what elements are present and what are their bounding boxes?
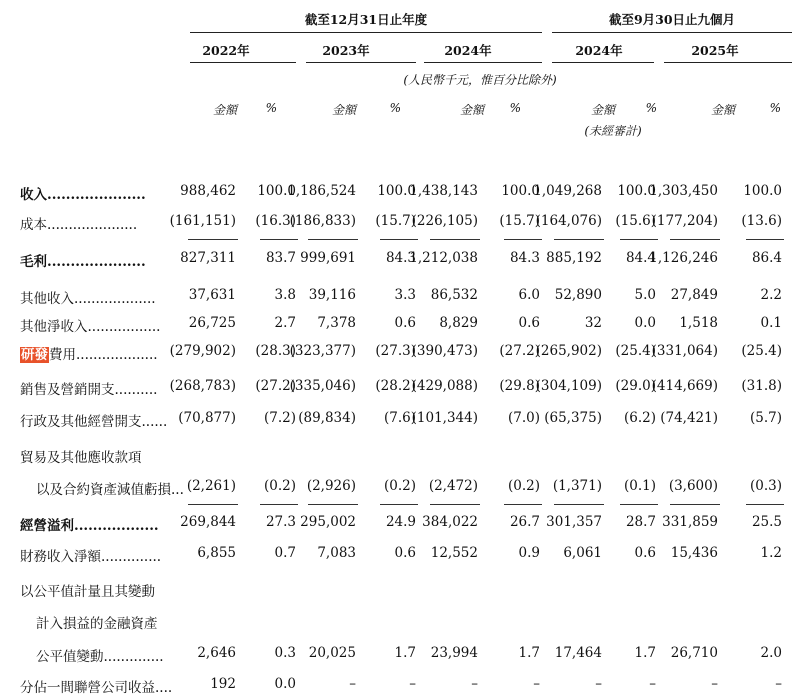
cell-value: – [649,676,656,692]
cell-value: (2,261) [186,478,236,494]
cell-value: (7.0) [507,410,540,426]
cell-value: (7.6) [383,410,416,426]
cell-value: (27.2) [255,378,296,394]
cell-value: 1.7 [518,645,540,661]
cell-value: (25.4) [741,343,782,359]
cell-value: (414,669) [651,378,718,394]
year-header: 2025年 [691,43,739,58]
cell-value: 827,311 [180,250,236,266]
cell-value: (0.2) [507,478,540,494]
cell-value: 0.6 [394,545,416,561]
column-percent-header: % [265,101,277,115]
unit-note: (人民幣千元，惟百分比除外) [403,73,557,87]
cell-value: 28.7 [625,514,656,530]
row-label-text: 收入 [20,187,47,203]
row-label [36,612,158,632]
cell-value: 26,725 [188,315,236,331]
cell-value: 1.7 [394,645,416,661]
cell-value: 83.7 [265,250,296,266]
cell-value: (0.3) [749,478,782,494]
cell-underline [670,504,720,505]
cell-value: (304,109) [535,378,602,394]
row-label [20,183,146,203]
cell-value: (268,783) [169,378,236,394]
cell-value: 295,002 [300,514,356,530]
row-label [20,250,146,270]
cell-value: 32 [584,315,602,331]
cell-value: 0.0 [274,676,296,692]
cell-value: 1,303,450 [649,183,718,199]
cell-value: 100.0 [501,183,540,199]
cell-value: (0.2) [383,478,416,494]
cell-value: 7,378 [317,315,356,331]
cell-value: (29.0) [615,378,656,394]
leader-dots: ..................... [47,217,138,233]
cell-value: (28.2) [375,378,416,394]
cell-value: (186,833) [289,213,356,229]
cell-value: 6,855 [197,545,236,561]
year-header: 2024年 [444,43,492,58]
cell-underline [620,239,658,240]
cell-value: – [349,676,356,692]
leader-dots: ..................... [47,254,146,270]
cell-value: (265,902) [535,343,602,359]
cell-value: – [711,676,718,692]
cell-value: (6.2) [623,410,656,426]
cell-value: 988,462 [180,183,236,199]
year-rule [306,62,416,63]
cell-value: 885,192 [546,250,602,266]
row-label [20,213,137,233]
cell-value: (27.2) [499,343,540,359]
cell-value: (0.1) [623,478,656,494]
cell-value: 1,438,143 [409,183,478,199]
row-label-text: 分佔一間聯營公司收益 [20,680,155,696]
cell-value: 52,890 [554,287,602,303]
cell-value: (13.6) [741,213,782,229]
cell-value: 8,829 [439,315,478,331]
cell-value: 0.6 [634,545,656,561]
cell-underline [308,239,358,240]
cell-underline [308,504,358,505]
row-label [20,378,157,398]
cell-value: 84.3 [385,250,416,266]
cell-value: (2,926) [306,478,356,494]
cell-value: 1.7 [634,645,656,661]
cell-value: (226,105) [411,213,478,229]
cell-value: (70,877) [178,410,236,426]
cell-value: (331,064) [651,343,718,359]
cell-underline [260,239,298,240]
cell-value: – [775,676,782,692]
cell-value: 1,126,246 [649,250,718,266]
cell-value: (0.2) [263,478,296,494]
cell-value: 27.3 [265,514,296,530]
column-percent-header: % [769,101,781,115]
cell-value: (101,344) [411,410,478,426]
cell-value: 2,646 [197,645,236,661]
row-label [36,645,164,665]
cell-value: (25.4) [615,343,656,359]
cell-value: 6,061 [563,545,602,561]
cell-value: (5.7) [749,410,782,426]
leader-dots: ...... [141,414,168,430]
row-label [20,514,159,534]
cell-value: (89,834) [298,410,356,426]
cell-value: 3.8 [274,287,296,303]
cell-value: 0.7 [274,545,296,561]
row-label-text: 銷售及營銷開支 [20,382,115,398]
cell-value: 39,116 [308,287,356,303]
cell-value: (335,046) [289,378,356,394]
cell-value: 6.0 [518,287,540,303]
cell-value: (177,204) [651,213,718,229]
cell-value: (429,088) [411,378,478,394]
cell-value: 24.9 [385,514,416,530]
cell-value: (279,902) [169,343,236,359]
header-group-annual: 截至12月31日止年度 [304,12,428,27]
row-label-text: 貿易及其他應收款項 [20,450,142,466]
cell-value: (31.8) [741,378,782,394]
row-label [20,545,161,565]
cell-value: – [471,676,478,692]
cell-value: 25.5 [751,514,782,530]
row-label [20,580,155,600]
cell-value: 12,552 [430,545,478,561]
cell-value: 15,436 [670,545,718,561]
cell-value: 1,212,038 [409,250,478,266]
cell-underline [620,504,658,505]
cell-value: (164,076) [535,213,602,229]
cell-underline [188,504,238,505]
cell-value: 100.0 [617,183,656,199]
cell-value: – [409,676,416,692]
cell-value: 0.0 [634,315,656,331]
leader-dots: ..................... [47,187,146,203]
cell-value: (2,472) [428,478,478,494]
cell-value: 1,049,268 [533,183,602,199]
row-label-text: 以及合約資產減值虧損 [36,482,171,498]
cell-value: 0.1 [760,315,782,331]
row-label-text: 其他淨收入 [20,319,88,335]
cell-value: 17,464 [554,645,602,661]
column-amount-header: 金額 [590,103,615,117]
cell-value: 331,859 [662,514,718,530]
cell-value: (74,421) [660,410,718,426]
cell-value: 3.3 [394,287,416,303]
row-label-text: 成本 [20,217,47,233]
cell-value: 7,083 [317,545,356,561]
cell-value: 0.9 [518,545,540,561]
cell-underline [554,239,604,240]
leader-dots: ................... [76,347,158,363]
row-label-text: 費用 [49,347,76,363]
cell-value: 27,849 [670,287,718,303]
column-percent-header: % [389,101,401,115]
cell-value: (3,600) [668,478,718,494]
year-header: 2022年 [202,43,250,58]
cell-value: (27.3) [375,343,416,359]
column-percent-header: % [509,101,521,115]
cell-underline [260,504,298,505]
header-rule [190,32,542,33]
row-label [20,343,158,363]
leader-dots: ................. [87,319,161,335]
cell-underline [504,504,542,505]
row-label-text: 公平值變動 [36,649,104,665]
cell-value: 23,994 [430,645,478,661]
column-percent-header: % [645,101,657,115]
year-rule [424,62,542,63]
row-label-text: 其他收入 [20,291,74,307]
cell-value: (161,151) [169,213,236,229]
cell-value: 100.0 [257,183,296,199]
row-label-text: 財務收入淨額 [20,549,101,565]
cell-value: (28.3) [255,343,296,359]
cell-underline [380,239,418,240]
cell-underline [430,239,480,240]
cell-value: 86,532 [430,287,478,303]
cell-value: 26.7 [509,514,540,530]
year-header: 2024年 [575,43,623,58]
row-label [20,446,142,466]
cell-value: 2.0 [760,645,782,661]
cell-value: 192 [210,676,236,692]
cell-underline [430,504,480,505]
year-rule [552,62,654,63]
cell-value: 20,025 [308,645,356,661]
leader-dots: .................. [74,518,159,534]
column-amount-header: 金額 [710,103,735,117]
row-label [20,315,160,335]
cell-underline [188,239,238,240]
column-amount-header: 金額 [459,103,484,117]
leader-dots: ... [171,482,184,498]
cell-underline [670,239,720,240]
header-group-nine-months: 截至9月30日止九個月 [608,12,736,27]
row-label-text: 以公平值計量且其變動 [20,584,155,600]
cell-value: 0.6 [394,315,416,331]
cell-value: 999,691 [300,250,356,266]
cell-value: (65,375) [544,410,602,426]
cell-value: (7.2) [263,410,296,426]
unaudited-note: (未經審計) [584,124,642,138]
leader-dots: ................... [74,291,156,307]
row-label-text: 行政及其他經營開支 [20,414,142,430]
cell-value: 301,357 [546,514,602,530]
cell-value: 84.4 [625,250,656,266]
cell-value: 84.3 [509,250,540,266]
year-header: 2023年 [322,43,370,58]
cell-value: 26,710 [670,645,718,661]
cell-value: (16.3) [255,213,296,229]
cell-underline [554,504,604,505]
row-label-text: 經營溢利 [20,518,74,534]
cell-value: (323,377) [289,343,356,359]
highlighted-term: 研發 [21,347,48,363]
cell-value: 100.0 [743,183,782,199]
cell-value: (29.8) [499,378,540,394]
leader-dots: .............. [103,649,164,665]
cell-value: (15.6) [615,213,656,229]
cell-underline [504,239,542,240]
cell-value: (1,371) [552,478,602,494]
leader-dots: .............. [101,549,162,565]
cell-value: (15.7) [499,213,540,229]
cell-value: 1.2 [760,545,782,561]
row-label [20,287,156,307]
cell-value: (15.7) [375,213,416,229]
cell-value: 384,022 [422,514,478,530]
cell-value: 1,518 [679,315,718,331]
cell-value: 5.0 [634,287,656,303]
cell-value: 1,186,524 [287,183,356,199]
year-rule [190,62,296,63]
cell-value: 0.3 [274,645,296,661]
cell-underline [746,239,784,240]
cell-value: 2.2 [760,287,782,303]
cell-value: – [595,676,602,692]
cell-value: 2.7 [274,315,296,331]
cell-underline [746,504,784,505]
row-label-text: 計入損益的金融資產 [36,616,158,632]
header-rule [552,32,792,33]
cell-value: 37,631 [188,287,236,303]
cell-value: 269,844 [180,514,236,530]
cell-value: – [533,676,540,692]
cell-underline [380,504,418,505]
cell-value: 86.4 [751,250,782,266]
column-amount-header: 金額 [212,103,237,117]
column-amount-header: 金額 [331,103,356,117]
leader-dots: .... [155,680,173,696]
leader-dots: .......... [114,382,158,398]
cell-value: 0.6 [518,315,540,331]
row-label-text: 毛利 [20,254,47,270]
year-rule [664,62,792,63]
cell-value: (390,473) [411,343,478,359]
cell-value: 100.0 [377,183,416,199]
